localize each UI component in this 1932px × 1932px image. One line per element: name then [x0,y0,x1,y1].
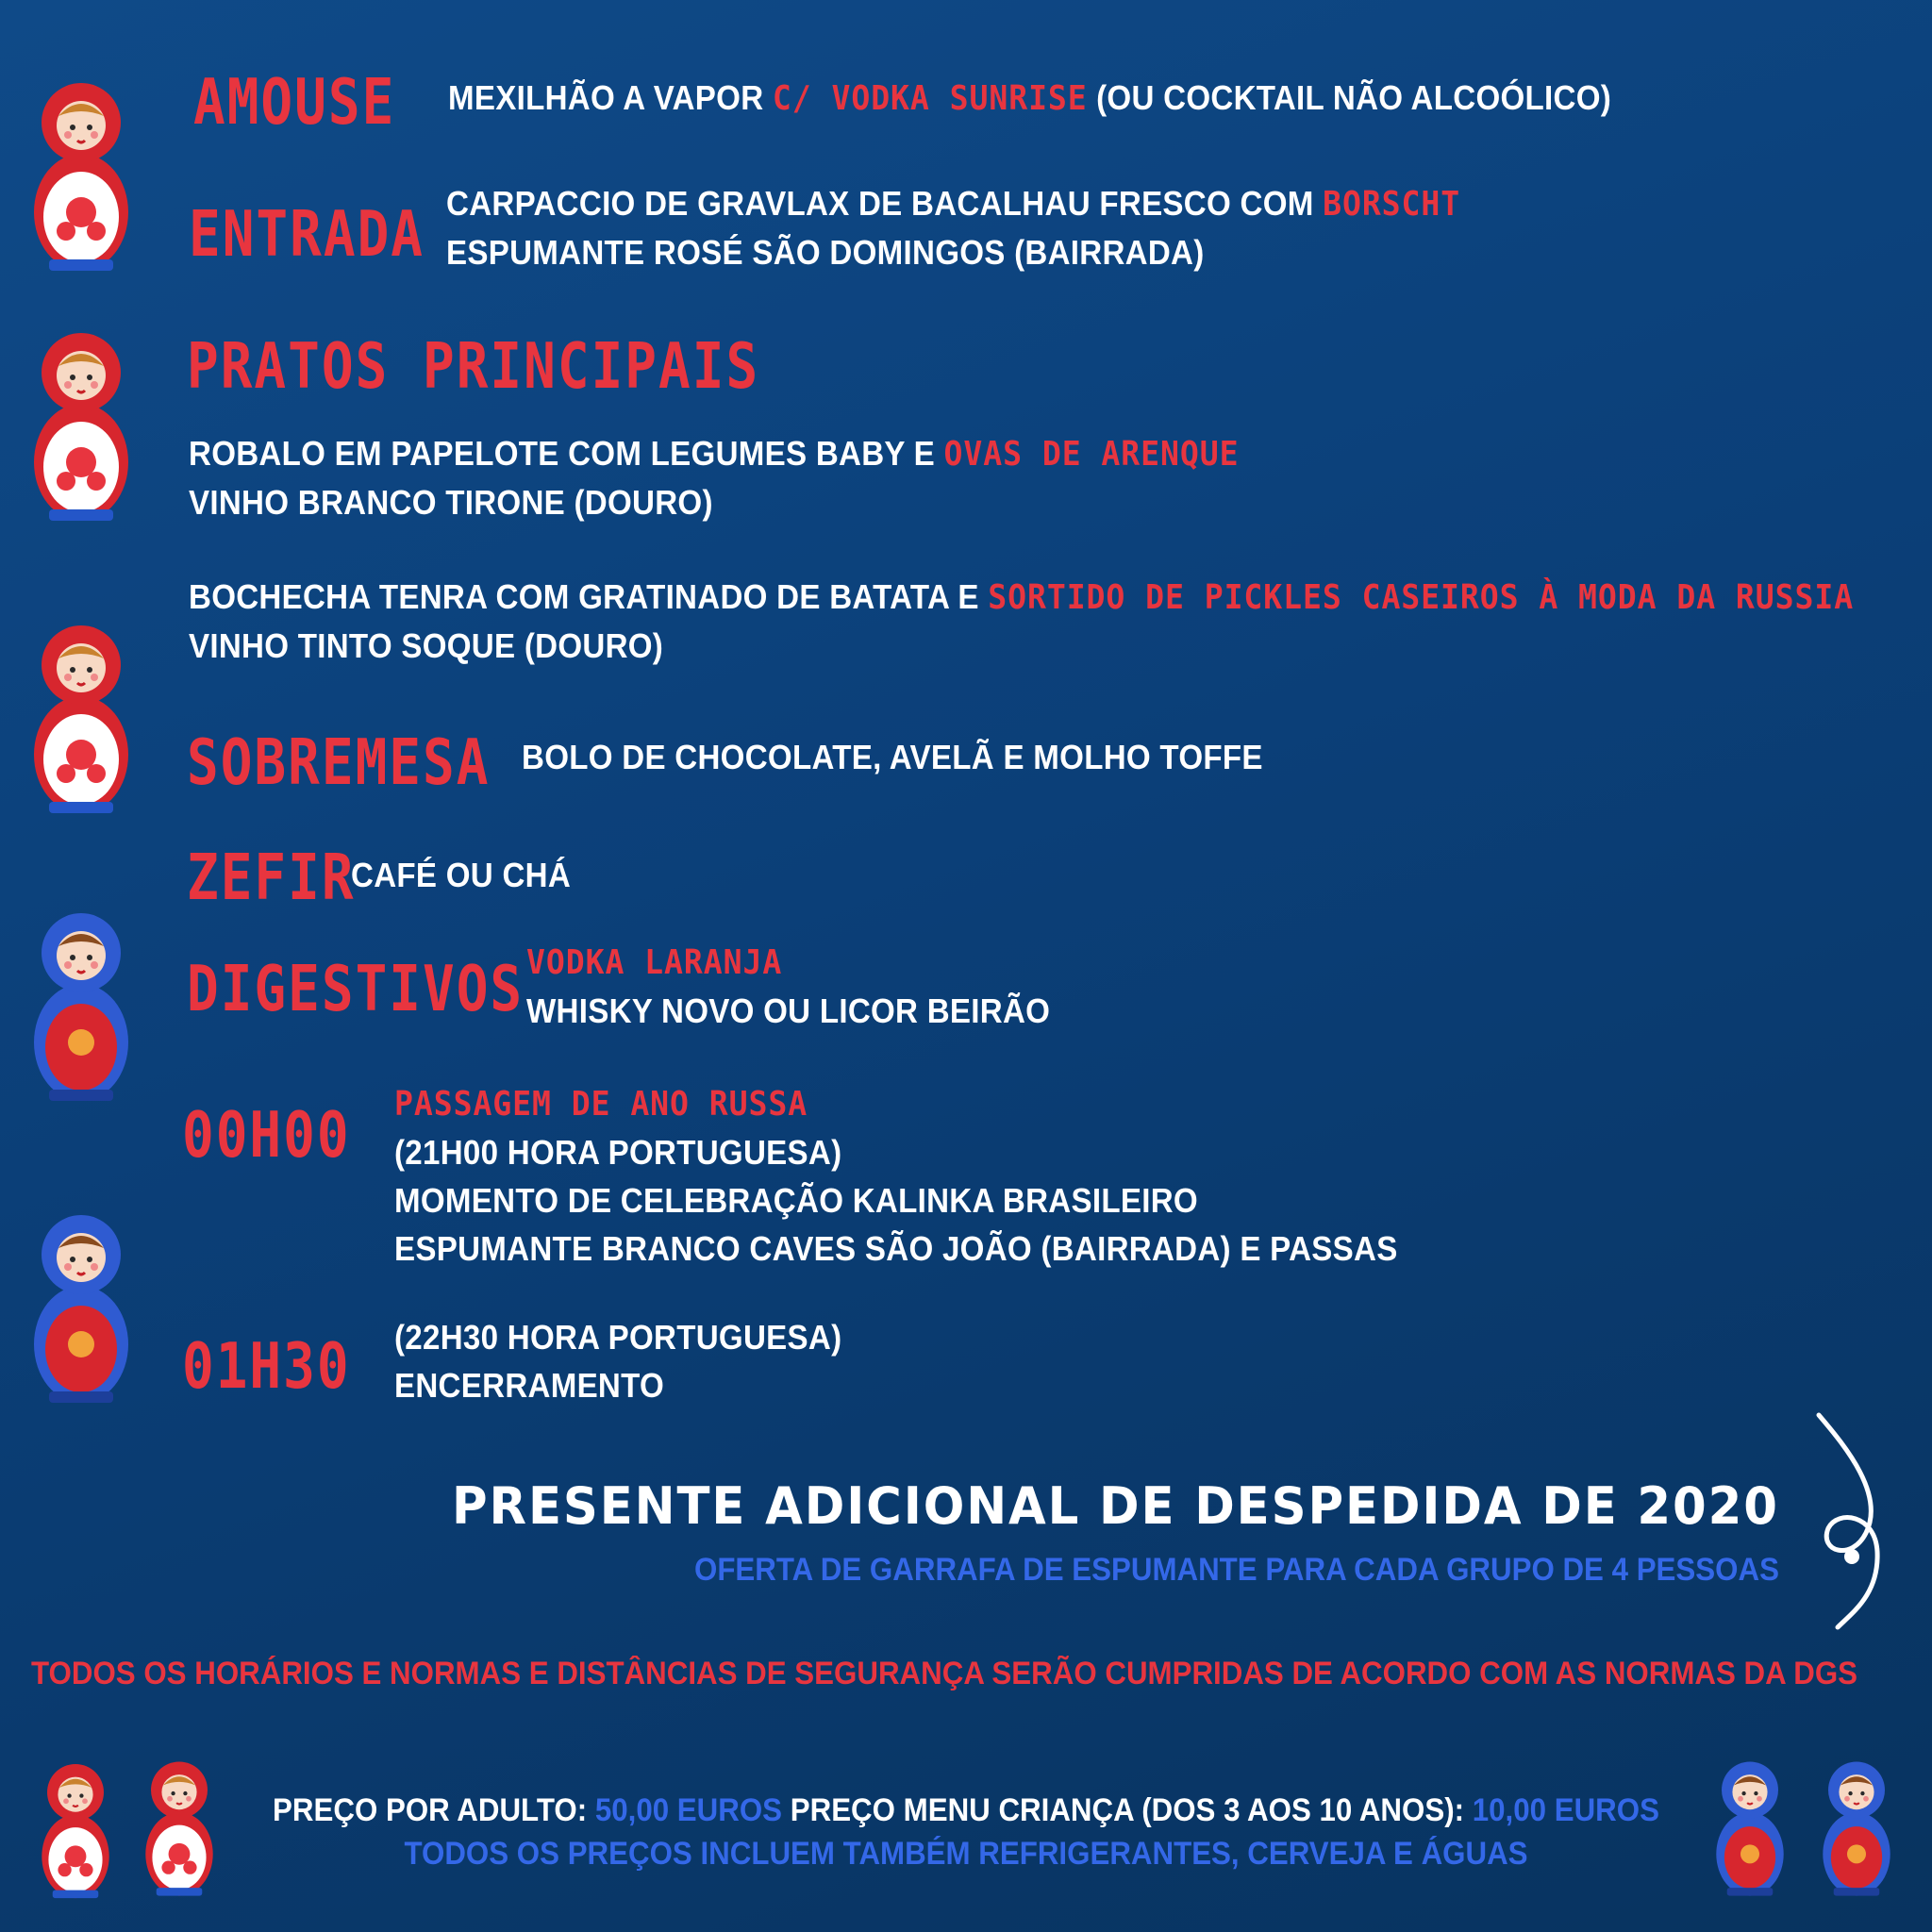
gift-subtitle: OFERTA DE GARRAFA DE ESPUMANTE PARA CADA GRUPO DE 4 PESSOAS [694,1552,1779,1588]
zefir-text: CAFÉ OU CHÁ [351,856,572,894]
swirl-logo-icon [1809,1410,1894,1641]
dish2-highlight: SORTIDO DE PICKLES CASEIROS À MODA DA RUSSIA [988,578,1855,617]
midnight-line-2: MOMENTO DE CELEBRAÇÃO KALINKA BRASILEIRO [394,1181,1198,1220]
midnight-label: 00H00 [182,1099,351,1173]
entrada-wine: ESPUMANTE ROSÉ SÃO DOMINGOS (BAIRRADA) [446,233,1205,272]
entrada-highlight: BORSCHT [1323,185,1461,224]
dish1-highlight: OVAS DE ARENQUE [943,435,1240,474]
child-price: 10,00 EUROS [1472,1792,1659,1828]
midnight-line-1: (21H00 HORA PORTUGUESA) [394,1133,842,1172]
amouse-highlight: C/ VODKA SUNRISE [772,79,1088,118]
matryoshka-doll-icon [38,1755,113,1906]
dish1-text: ROBALO EM PAPELOTE COM LEGUMES BABY E [189,434,944,473]
adult-price: 50,00 EUROS [594,1792,783,1828]
sobremesa-text: BOLO DE CHOCOLATE, AVELÃ E MOLHO TOFFE [522,738,1263,776]
midnight-line-3: ESPUMANTE BRANCO CAVES SÃO JOÃO (BAIRRADA) E PASSAS [394,1229,1398,1268]
entrada-dish: CARPACCIO DE GRAVLAX DE BACALHAU FRESCO COM [446,184,1324,223]
pratos-dish-1 [189,429,1239,526]
dish2-text: BOCHECHA TENRA COM GRATINADO DE BATATA E [189,577,989,616]
child-price-label: PREÇO MENU CRIANÇA (DOS 3 AOS 10 ANOS): [782,1792,1473,1828]
entrada-label: ENTRADA [189,198,425,272]
amouse-label: AMOUSE [193,66,396,140]
matryoshka-doll-icon [28,1203,134,1406]
amouse-text: MEXILHÃO A VAPOR [448,78,773,117]
closing-label: 01H30 [182,1330,351,1404]
zefir-label: ZEFIR [187,841,356,915]
safety-notice: TODOS OS HORÁRIOS E NORMAS E DISTÂNCIAS DE SEGURANÇA SERÃO CUMPRIDAS DE ACORDO COM AS NORMAS DA DGS [31,1656,1858,1691]
digestivos-description [526,939,1050,1035]
dish1-wine: VINHO BRANCO TIRONE (DOURO) [189,483,713,522]
midnight-highlight: PASSAGEM DE ANO RUSSA [394,1085,808,1124]
gift-title: PRESENTE ADICIONAL DE DESPEDIDA DE 2020 [452,1476,1779,1536]
adult-price-label: PREÇO POR ADULTO: [273,1792,595,1828]
pratos-label: PRATOS PRINCIPAIS [187,330,760,404]
entrada-description [446,179,1460,276]
digestivos-label: DIGESTIVOS [187,953,525,1026]
amouse-text-end: (OU COCKTAIL NÃO ALCOÓLICO) [1087,78,1612,117]
pratos-dish-2 [189,573,1854,670]
digestivos-text: WHISKY NOVO OU LICOR BEIRÃO [526,991,1051,1030]
dish2-wine: VINHO TINTO SOQUE (DOURO) [189,626,664,665]
closing-line-1: (22H30 HORA PORTUGUESA) [394,1318,842,1357]
pricing-includes: TODOS OS PREÇOS INCLUEM TAMBÉM REFRIGERANTES, CERVEJA E ÁGUAS [404,1836,1528,1872]
closing-line-2: ENCERRAMENTO [394,1366,665,1405]
midnight-description [394,1080,1398,1273]
pricing-line [77,1792,1855,1829]
sobremesa-label: SOBREMESA [187,726,491,800]
matryoshka-doll-icon [28,613,134,816]
digestivos-highlight: VODKA LARANJA [526,943,783,982]
amouse-description [448,74,1611,123]
closing-description [394,1313,841,1409]
matryoshka-doll-icon [28,901,134,1104]
matryoshka-doll-icon [28,321,134,524]
matryoshka-doll-icon [28,71,134,274]
